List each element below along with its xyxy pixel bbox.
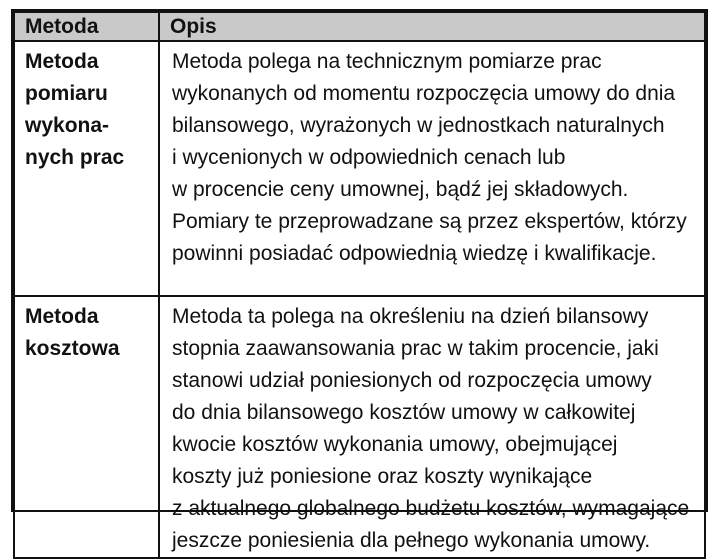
- method-line: nych prac: [25, 146, 125, 169]
- description-line: Pomiary te przeprowadzane są przez ekspertów, którzy: [172, 210, 687, 233]
- method-cell: [14, 41, 159, 296]
- description-line: koszty już poniesione oraz koszty wynikające: [172, 465, 593, 488]
- methods-table: [13, 11, 706, 559]
- description-line: z aktualnego globalnego budżetu kosztów, wymagające: [172, 497, 690, 520]
- description-line: stopnia zaawansowania prac w takim procencie, jaki: [172, 337, 659, 360]
- method-line: Metoda: [25, 50, 99, 73]
- description-line: Metoda ta polega na określeniu na dzień bilansowy: [172, 305, 649, 328]
- description-cell: [159, 296, 705, 558]
- description-line: do dnia bilansowego kosztów umowy w całkowitej: [172, 401, 636, 424]
- description-line: w procencie ceny umownej, bądź jej składowych.: [172, 178, 629, 201]
- description-line: powinni posiadać odpowiednią wiedzę i kwalifikacje.: [172, 242, 657, 265]
- method-line: pomiaru: [25, 82, 108, 105]
- description-line: stanowi udział poniesionych od rozpoczęcia umowy: [172, 369, 652, 392]
- description-line: kwocie kosztów wykonania umowy, obejmującej: [172, 433, 618, 456]
- method-line: Metoda: [25, 305, 99, 328]
- table-row: [14, 296, 705, 558]
- description-cell: [159, 41, 705, 296]
- header-metoda: Metoda: [14, 12, 159, 41]
- table-header-row: [14, 12, 705, 41]
- method-line: wykona-: [25, 114, 110, 137]
- methods-table-container: [11, 9, 708, 552]
- description-line: i wycenionych w odpowiednich cenach lub: [172, 146, 566, 169]
- description-line: bilansowego, wyrażonych w jednostkach naturalnych: [172, 114, 665, 137]
- description-line: jeszcze poniesienia dla pełnego wykonania umowy.: [172, 529, 651, 552]
- description-line: wykonanych od momentu rozpoczęcia umowy do dnia: [172, 82, 676, 105]
- method-line: kosztowa: [25, 337, 120, 360]
- table-row: [14, 41, 705, 296]
- method-cell: [14, 296, 159, 558]
- description-line: Metoda polega na technicznym pomiarze prac: [172, 50, 602, 73]
- header-opis: Opis: [159, 12, 705, 41]
